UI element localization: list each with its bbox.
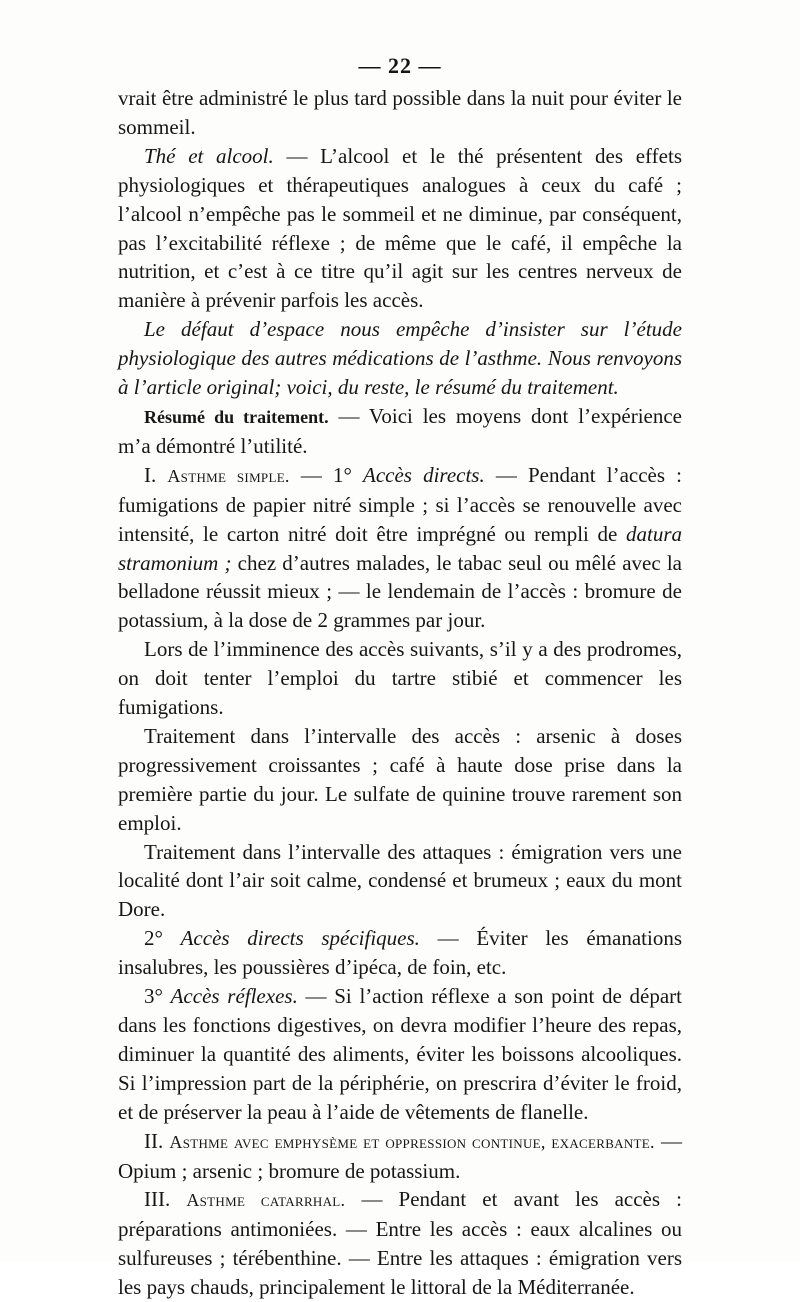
paragraph-text: — Pendant et avant les accès : préparations antimoniées. — Entre les accès : eaux alcalines ou sulfureuses ; térébenthine. — Entre les attaques : émigration vers les pays chauds, principalement le littoral de la Méditerranée. xyxy=(118,1187,682,1300)
paragraph-text: — Pendant l’accès : fumigations de papier nitré simple ; si l’accès se renouvelle avec intensité, le carton nitré doit être imprégné ou rempli de xyxy=(118,462,682,546)
paragraph-text: — Éviter les émanations insalubres, les poussières d’ipéca, de foin, etc. xyxy=(118,926,683,980)
paragraph-imminence: Lors de l’imminence des accès suivants, s’il y a des prodromes, on doit tenter l’emploi du tartre stibié et commencer les fumigations. xyxy=(118,637,682,720)
page-number: — 22 — xyxy=(358,53,442,78)
paragraph-text: — Voici les moyens dont l’expérience m’a démontré l’utilité. xyxy=(118,403,682,458)
body-text xyxy=(118,84,682,1302)
subsection-number: 3° xyxy=(144,984,171,1009)
section-heading-asthme-simple: Asthme simple. xyxy=(167,465,290,486)
subsection-title-reflexes: Accès réflexes. xyxy=(170,984,298,1009)
paragraph-asthme-emphyseme xyxy=(118,1127,682,1186)
paragraph-acces-specifiques xyxy=(118,924,682,982)
paragraph-traitement-attaques: Traitement dans l’intervalle des attaques : émigration vers une localité dont l’air soit calme, condensé et brumeux ; eaux du mont Dore. xyxy=(118,839,682,922)
section-numeral: II. xyxy=(144,1128,170,1153)
section-lead-the-alcool: Thé et alcool. xyxy=(144,143,274,168)
section-heading-emphyseme: Asthme avec emphysème et oppression continue, exacerbante. xyxy=(169,1131,655,1152)
subsection-title-specifiques: Accès directs spécifiques. xyxy=(180,926,420,951)
paragraph-text: — L’alcool et le thé présentent des effets physiologiques et thérapeutiques analogues à ceux du café ; l’alcool n’empêche pas le sommeil et ne diminue, par conséquent, pas l’excitabilité réflexe ; de même que le café, il empêche la nutrition, et c’est à ce titre qu’il agit sur les centres nerveux de manière à prévenir parfois les accès. xyxy=(118,143,682,313)
paragraph-acces-reflexes xyxy=(118,982,682,1127)
editor-note-paragraph: Le défaut d’espace nous empêche d’insister sur l’étude physiologique des autres médications de l’asthme. Nous renvoyons à l’article original; voici, du reste, le résumé du traitement. xyxy=(118,317,682,400)
subsection-number: — 1° xyxy=(289,462,364,487)
subsection-title-acces-directs: Accès directs. xyxy=(363,462,485,487)
paragraph-asthme-simple xyxy=(118,461,682,635)
paragraph-the-et-alcool xyxy=(118,142,682,315)
paragraph-continuation: vrait être administré le plus tard possible dans la nuit pour éviter le sommeil. xyxy=(118,86,682,139)
paragraph-resume-traitement xyxy=(118,402,682,461)
italic-term-datura: datura stramonium ; xyxy=(118,521,682,575)
section-numeral: I. xyxy=(144,462,168,487)
paragraph-traitement-acces: Traitement dans l’intervalle des accès : arsenic à doses progressivement croissantes ; café à haute dose prise dans la première partie du jour. Le sulfate de quinine trouve rarement son emploi. xyxy=(118,723,682,835)
section-heading-catarrhal: Asthme catarrhal. xyxy=(186,1190,346,1211)
paragraph-text: chez d’autres malades, le tabac seul ou mêlé avec la belladone réussit mieux ; — le lendemain de l’accès : bromure de potassium, à la dose de 2 grammes par jour. xyxy=(118,550,683,633)
section-lead-resume: Résumé du traitement. xyxy=(144,406,329,427)
paragraph-asthme-catarrhal xyxy=(118,1185,682,1302)
paragraph-text: — Si l’action réflexe a son point de départ dans les fonctions digestives, on devra modifier l’heure des repas, diminuer la quantité des aliments, éviter les boissons alcooliques. Si l’impression part de la périphérie, on prescrira d’éviter le froid, et de préserver la peau à l’aide de vêtements de flanelle. xyxy=(118,984,683,1124)
section-numeral: III. xyxy=(144,1187,187,1212)
subsection-number: 2° xyxy=(144,926,181,951)
paragraph-text: — Opium ; arsenic ; bromure de potassium. xyxy=(118,1128,682,1183)
